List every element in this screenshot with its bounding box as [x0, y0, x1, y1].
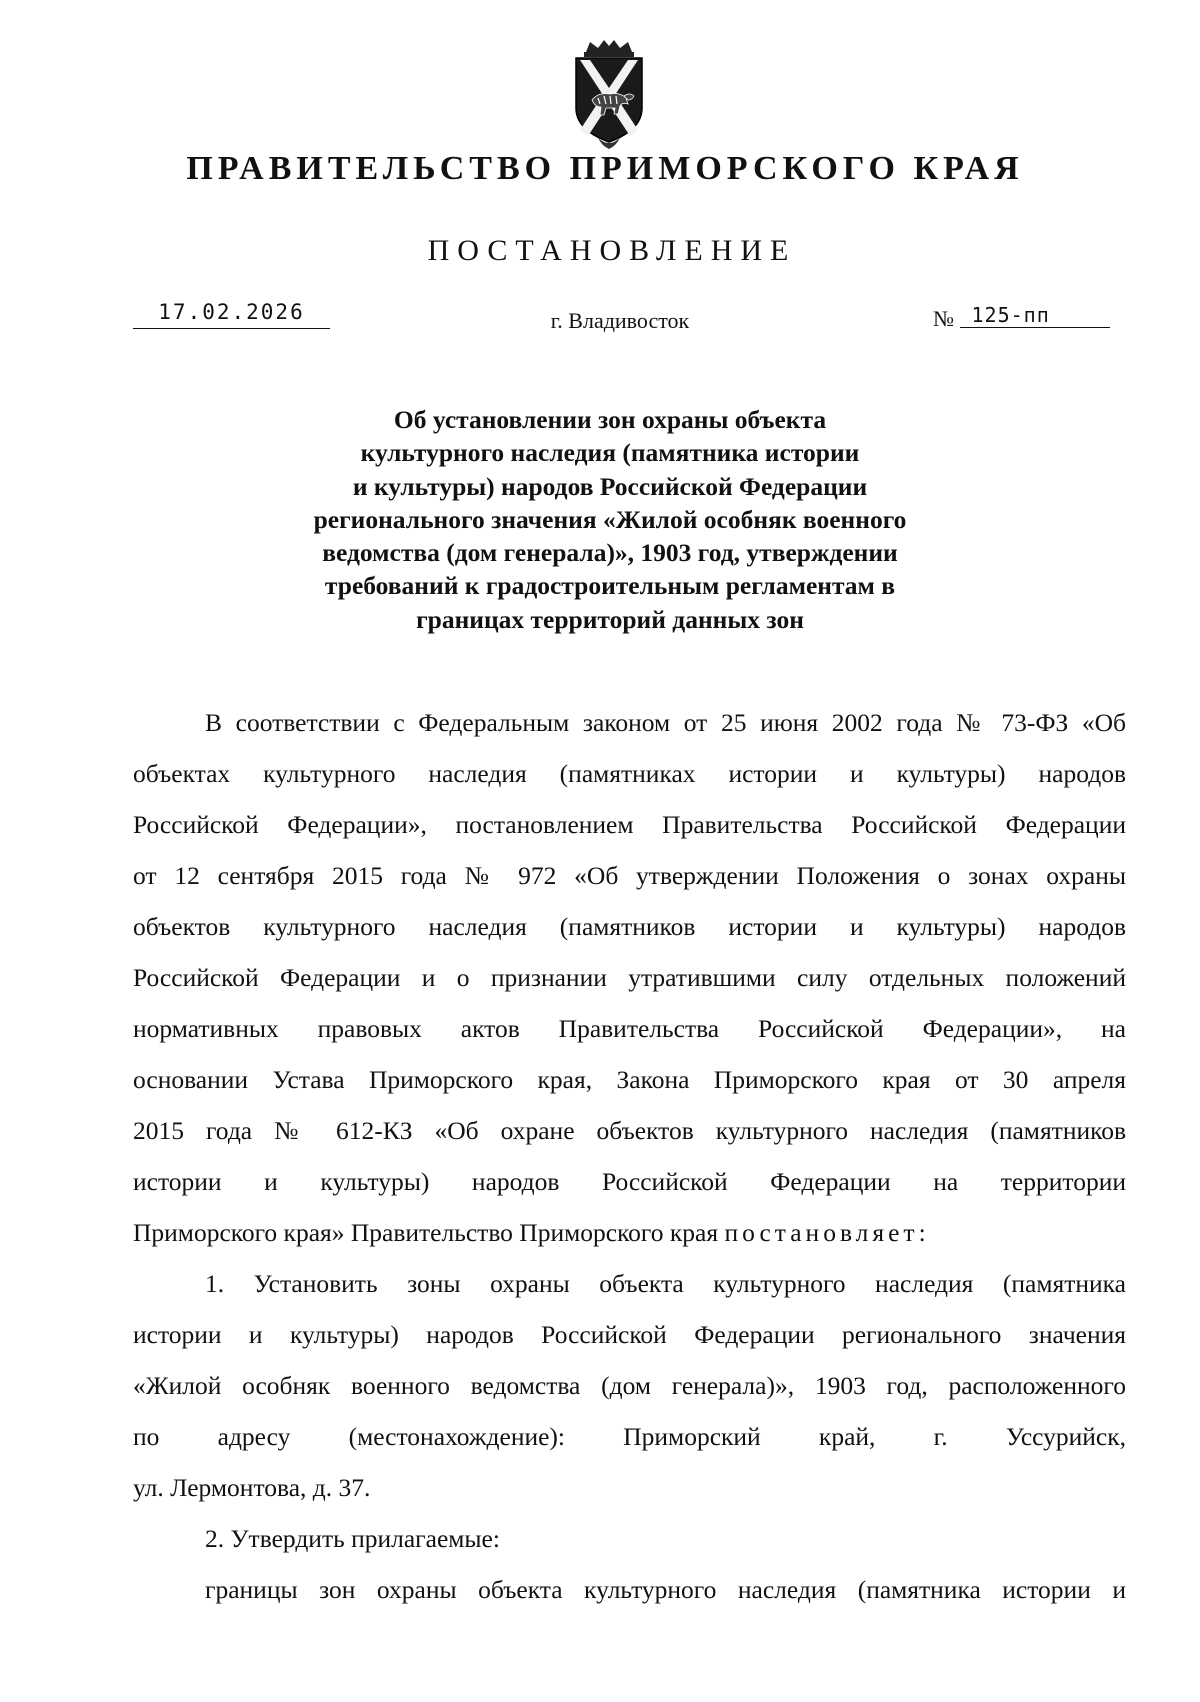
body-line: 2015 года № 612-КЗ «Об охране объектов культурного наследия (памятников [133, 1116, 1126, 1145]
document-title [240, 403, 980, 636]
document-city: г. Владивосток [550, 308, 690, 333]
body-line: ул. Лермонтова, д. 37. [133, 1473, 371, 1502]
body-line: границы зон охраны объекта культурного наследия (памятника истории и [205, 1575, 1126, 1604]
title-line: ведомства (дом генерала)», 1903 год, утверждении [322, 538, 898, 568]
title-line: Об установлении зон охраны объекта [393, 405, 827, 434]
body-line: истории и культуры) народов Российской Федерации на территории [133, 1167, 1126, 1196]
body-line: 1. Установить зоны охраны объекта культурного наследия (памятника [205, 1269, 1126, 1298]
body-line: «Жилой особняк военного ведомства (дом генерала)», 1903 год, расположенного [133, 1371, 1126, 1400]
document-number-field [933, 303, 1110, 332]
body-line-resolution [133, 1207, 1126, 1258]
resolves-word: постановляет: [724, 1218, 930, 1247]
body-line: Российской Федерации», постановлением Правительства Российской Федерации [133, 810, 1126, 839]
coat-of-arms-icon [568, 38, 650, 150]
body-line: 2. Утвердить прилагаемые: [205, 1524, 500, 1553]
title-line: требований к градостроительным регламентам в [324, 571, 896, 601]
title-line: регионального значения «Жилой особняк военного [313, 504, 907, 534]
government-name: ПРАВИТЕЛЬСТВО ПРИМОРСКОГО КРАЯ [186, 150, 1024, 187]
body-line: объектов культурного наследия (памятников истории и культуры) народов [133, 912, 1126, 941]
body-line: нормативных правовых актов Правительства Российской Федерации», на [133, 1014, 1126, 1043]
document-body [133, 697, 1126, 1615]
body-line: от 12 сентября 2015 года № 972 «Об утверждении Положения о зонах охраны [133, 861, 1126, 890]
body-line: основании Устава Приморского края, Закона Приморского края от 30 апреля [133, 1065, 1126, 1094]
document-date: 17.02.2026 [133, 298, 330, 329]
title-line: культурного наследия (памятника истории [360, 438, 860, 468]
number-sign: № [933, 306, 954, 331]
title-line: границах территорий данных зон [416, 604, 804, 634]
body-line-text: Приморского края» Правительство Приморского края [133, 1218, 719, 1247]
body-line: объектах культурного наследия (памятниках истории и культуры) народов [133, 759, 1126, 788]
body-line: Российской Федерации и о признании утратившими силу отдельных положений [133, 963, 1126, 992]
document-type: ПОСТАНОВЛЕНИЕ [427, 234, 797, 267]
title-line: и культуры) народов Российской Федерации [352, 471, 868, 501]
body-line: истории и культуры) народов Российской Федерации регионального значения [133, 1320, 1126, 1349]
body-line: В соответствии с Федеральным законом от 25 июня 2002 года № 73-ФЗ «Об [205, 708, 1126, 737]
body-line: по адресу (местонахождение): Приморский край, г. Уссурийск, [133, 1422, 1126, 1451]
document-number: 125-пп [960, 302, 1110, 328]
